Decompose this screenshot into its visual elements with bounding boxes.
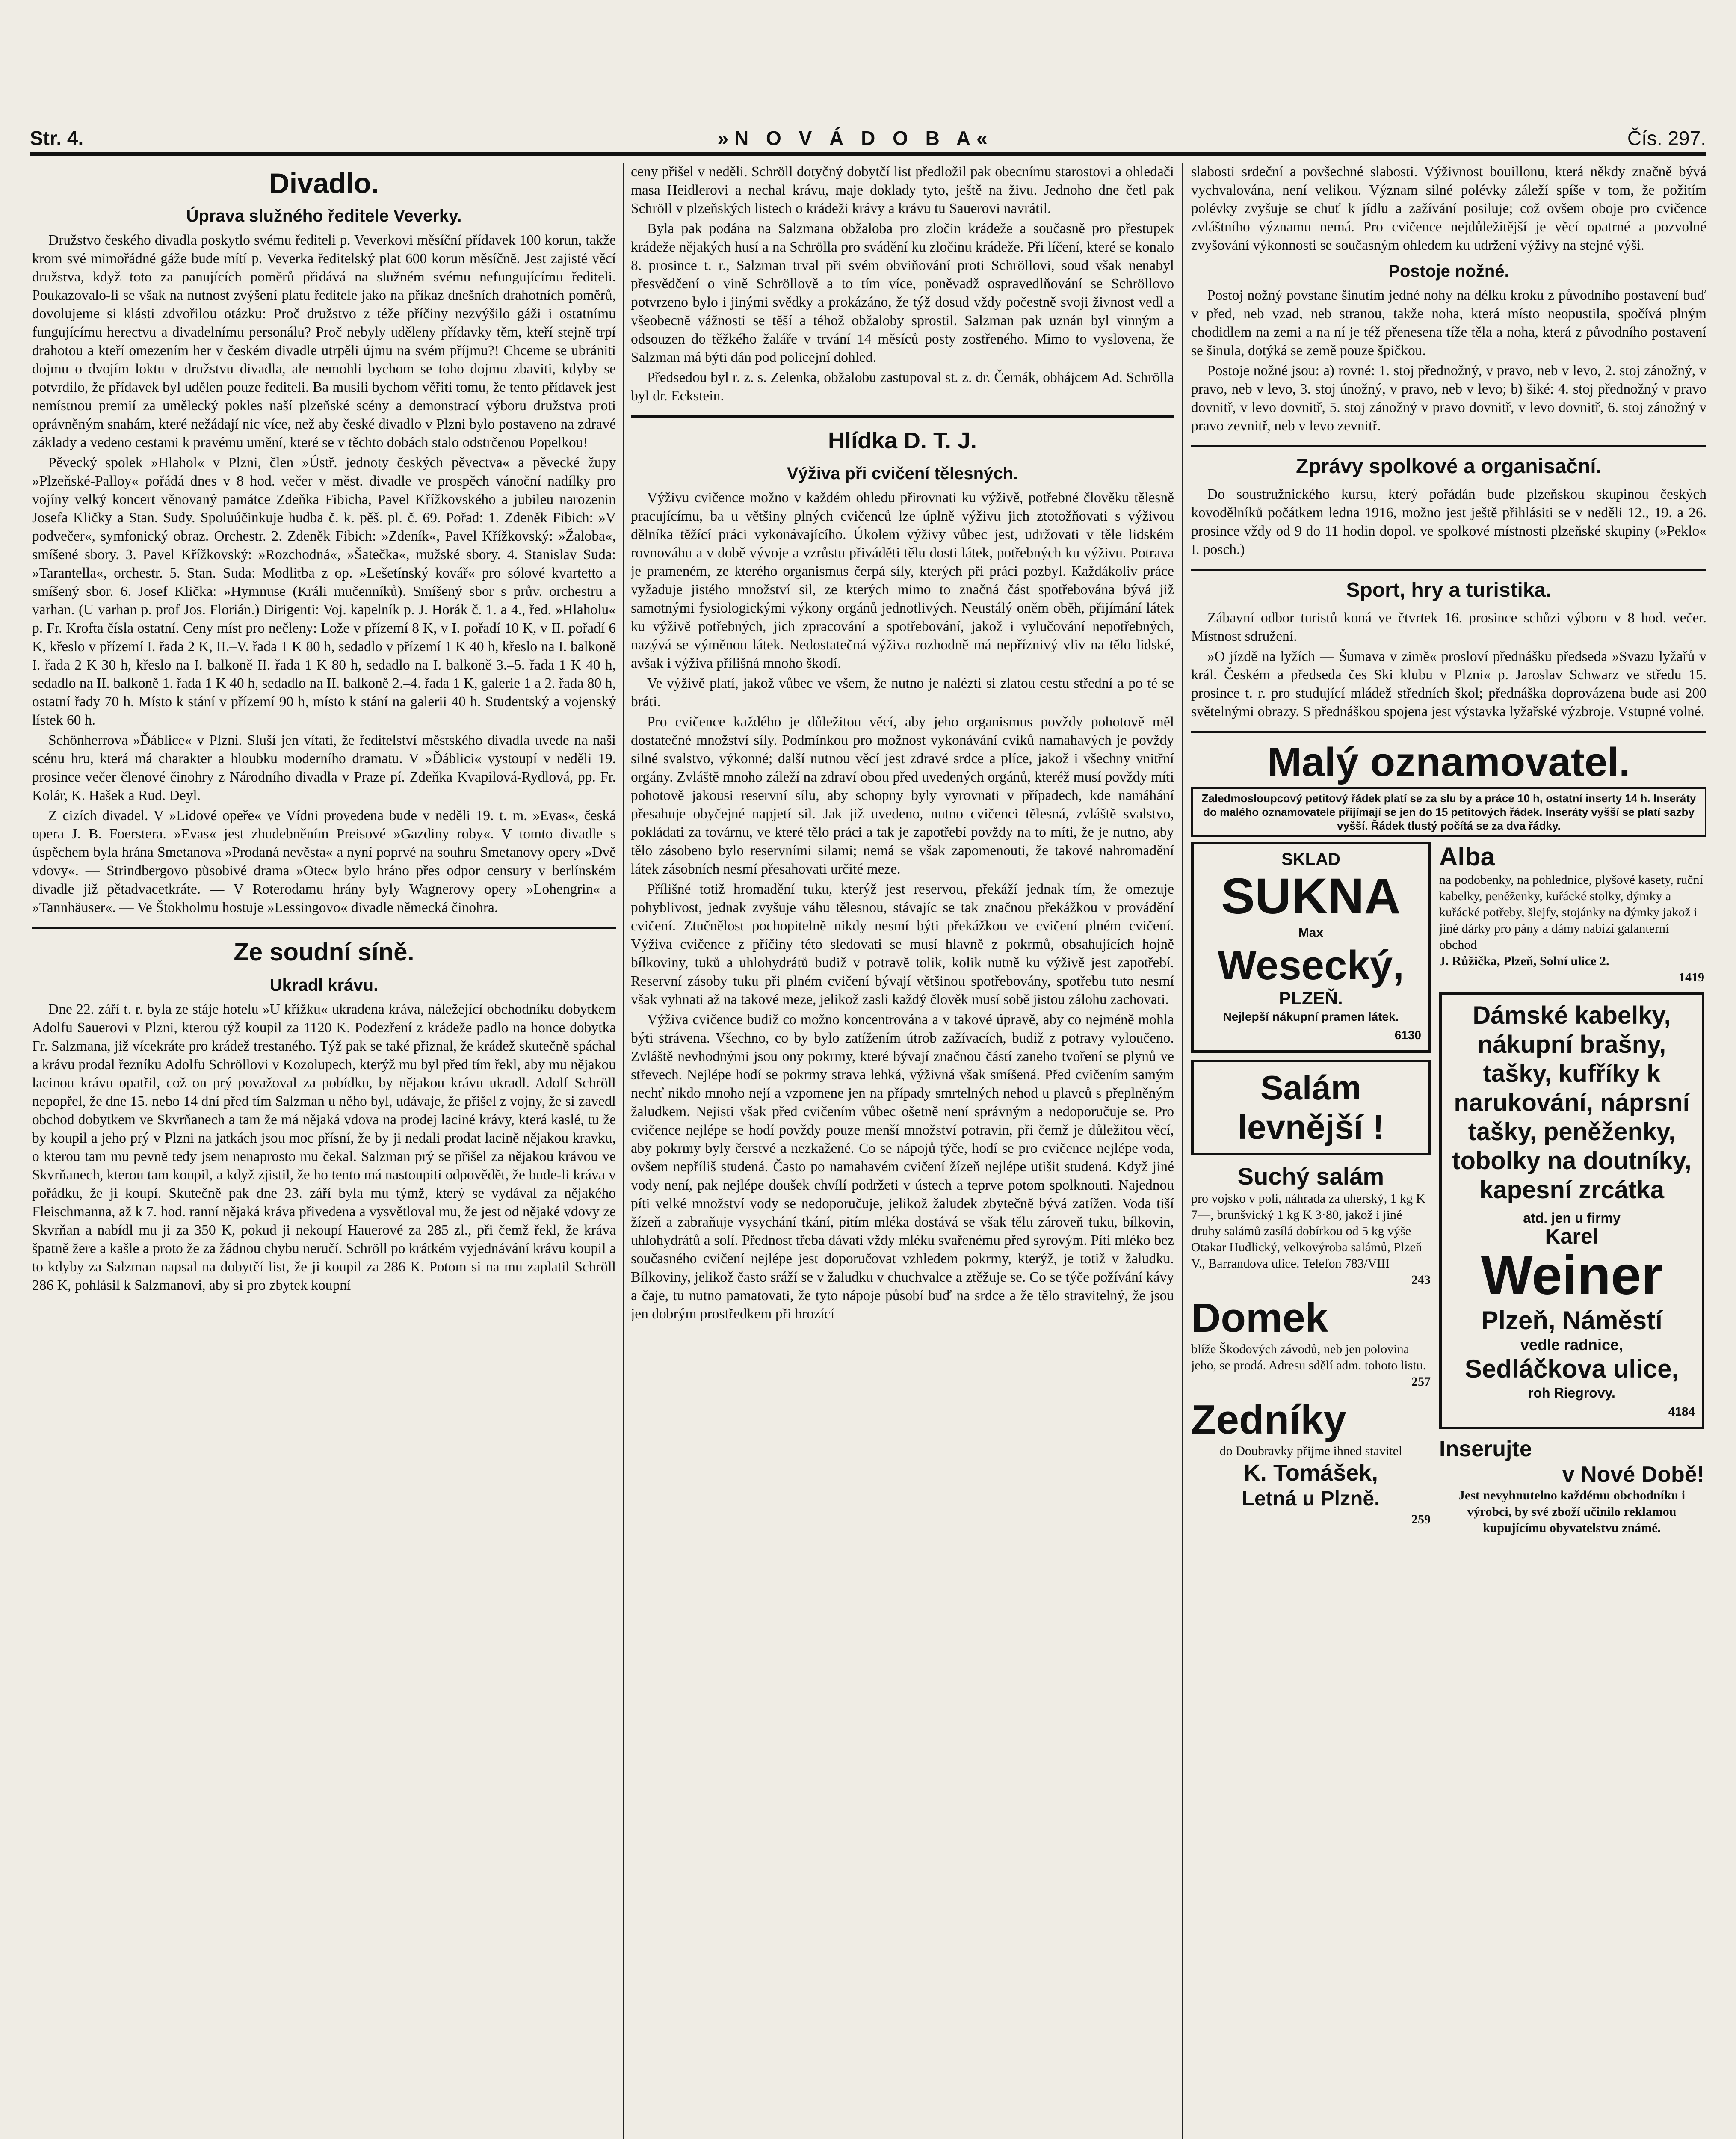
classified-rates: Zaledmosloupcový petitový řádek platí se za slu by a práce 10 h, ostatní inserty 14 h. Inseráty do malého oznamovatele přijímají se jen do 15 petitových řádek. Inseráty vyšší se platí sazby vyšší. Řádek tlustý počítá se za dva řádky. xyxy=(1191,787,1706,837)
article-paragraph: Schönherrova »Ďáblice« v Plzni. Sluší jen vítati, že ředitelství městského divadla uvede na naši scénu hru, která má charakter a hloubku moderního dramatu. V »Ďáblici« vystoupí v neděli 19. prosince večer členové činohry z Národního divadla v Praze pí. Zdeňka Kvapilová-Rydlová, pp. Fr. Kolár, K. Hašek a Rud. Deyl. xyxy=(32,732,616,803)
article-paragraph: Výživa cvičence budiž co možno koncentrována a v takové úpravě, aby co nejméně mohla býti strávena. Všechno, co by bylo zatížením útrob zažívacích, budiž z potravy vyloučeno. Zvláště nevhodnými jsou ony pokrmy, které bývají značnou částí zaneho tvoření se plynů ve střevech. Nejlépe hodí se pokrmy strava lehká, výživná však smíšená. Před cvičením samým nechť nikdo mnoho nejí a vzpomene jen na případy smrtelných nehod u plavců s přeplněným žaludkem. Nejisti však před cvičením vůbec ošetně není správným a nedoporučuje se. Pro cvičence nejlépe se hodí povždy pouze menší množství potravin, při čemž je důležitou věcí, aby pokrmy byly čerstvé a nezkažené. Co se nápojů týče, hodí se pro cvičence nejlépe voda, ovšem nepříliš studená. Často po namahavém cvičení žízeň nejlépe utišit studená. Když jiné vody není, pak nejlépe doušek chvílí podržeti v ústech a teprve potom spolknouti. Najednou píti velké množství vody se nedoporučuje, jelikož žaludek zbytečně bývá zatížen. Voda tiší žízeň a zabraňuje vysychání tkání, pitím mléka dostává se však tělu zároveň tuku, bílkovin, uhlohydrátů a solí. Přednost třeba dávati vždy mléku svařenému před syrovým. Píti mléko bez současného cvičení nejlépe jest doporučovat vzhledem pokrmy, kterýž, je totiž v žaludku. Bílkoviny, jelikož často sráží se v žaludku v chuchvalce a ztěžuje se. Co se týče požívání kávy a čaje, tu nutno pamatovati, že tyto nápoje působí buď na srdce a že tělo stravitelný, že jsou jen dobrým prostředkem při hrozící xyxy=(631,1012,1174,1322)
column-divider xyxy=(623,163,624,2139)
section-heading-divadlo: Divadlo. xyxy=(269,167,379,199)
section-heading-sport: Sport, hry a turistika. xyxy=(1346,579,1552,601)
article-heading: Úprava služného ředitele Veverky. xyxy=(186,207,462,225)
ad-text: J. Růžička, Plzeň, Solní ulice 2. xyxy=(1439,954,1609,968)
newspaper-title: »N O V Á D O B A« xyxy=(717,127,994,149)
classified-heading: Malý oznamovatel. xyxy=(1267,739,1630,785)
ad-text: Karel xyxy=(1545,1224,1599,1248)
article-paragraph: Dne 22. září t. r. byla ze stáje hotelu »U křížku« ukradena kráva, náležející obchodníku dobytkem Adolfu Sauerovi v Plzni, kterou týž koupil za 1120 K. Podezření z krádeže padlo na honce dobytka Fr. Salzmana, již vícekráte pro krádež trestaného. Týž pak se také přiznal, že krádež skutečně spáchal a krávu prodal řezníku Adolfu Schröllovi v Kozolupech, kterýž mu byl před tím řekl, aby mu nějakou lacinou krávu opatřil, což on prý považoval za pobídku, by nějakou krávu ukradl. Adolf Schröll nepopřel, že dne 15. nebo 14 dní před tím Salzman u něho byl, udávaje, že přišel z vojny, že si zavedl obchod dobytkem ve Skvrňanech a tam že má nějaká vdova na prodej laciné krávy, která kaslé, tu že by koupil a jeho prý v Plzni na jatkách jsou moc přísní, že by ji nedali prodat lacině nějakou kravku, o kterou tam mu pevně tedy jsem nenaprosto mu čekal. Salzman prý se přišel za nějakou krávou ve Skvrňanech, kterou tam koupil, a když zjistil, že ho tento má nastoupiti odpovědět, že bude-li kráva v pořádku, že ji koupí. Skutečně pak dne 23. září byla mu týmž, který se vydával za nějakého Fleischmanna, až k 7. hod. ranní nějaká kráva přivedena a vysvětloval mu, že jest od nějaké vdovy ze Skvrňan a nabídl mu ji za 350 K, pokud ji nekoupí Hauerové za 285 zl., při čemž řekl, že kráva špatně žere a kašle a proto že za žádnou chybu neručí. Schröll po krátkém vyjednávání krávu koupil a to kdyby za Salzman napsal na dobytčí list, že ji koupil za 286 K. Potom si na mu zaplatil Schröll 286 K, pohlásil k Salzmanovi, aby si pro zbytek koupní xyxy=(32,1001,616,1293)
ads-area xyxy=(1191,842,1706,1536)
ad-text: Weiner xyxy=(1481,1245,1663,1306)
ad-text: Wesecký, xyxy=(1218,942,1404,988)
page-number: Str. 4. xyxy=(30,127,84,149)
article-paragraph: Předsedou byl r. z. s. Zelenka, obžalobu zastupoval st. z. dr. Černák, obhájcem Ad. Schrölla byl dr. Eckstein. xyxy=(631,370,1174,404)
section-divider xyxy=(1191,445,1706,447)
section-divider xyxy=(32,927,616,929)
article-paragraph: »O jízdě na lyžích — Šumava v zimě« prosloví přednášku předseda »Svazu lyžařů v král. Českém a předseda čes Ski klubu v Plzni« p. Jaroslav Schwarz ve středu 15. prosince t. r. pro studující mládež středních škol; přednáška doprovázena bude asi 200 světelnými obrazy. S přednáškou spojena jest výstavka lyžařské výzbroje. Vstupné volné. xyxy=(1191,649,1706,720)
masthead xyxy=(30,109,1706,150)
ad-text: do Doubravky přijme ihned stavitel xyxy=(1219,1444,1402,1458)
article-paragraph: Zábavní odbor turistů koná ve čtvrtek 16. prosince schůzi výboru v 8 hod. večer. Místnost sdružení. xyxy=(1191,610,1706,644)
article-paragraph: Ve výživě platí, jakož vůbec ve všem, že nutno je nalézti si zlatou cestu střední a po té se bráti. xyxy=(631,675,1174,710)
article-paragraph: slabosti srdeční a povšechné slabosti. Výživnost bouillonu, která někdy značně bývá vychvalována, není velikou. Význam silné polévky záleží spíše v tom, že požitím polévky zvyšuje se chuť k jídlu a zažívání posiluje; což ovšem oboje pro cvičence zvláštního významu nemá. Pro cvičence nejdůležitější je věcí opatrné a pozvolné zvyšování výkonnosti se současným ohledem ku udržení výživy na stejné výši. xyxy=(1191,164,1706,253)
ad-inserujte xyxy=(1439,1436,1704,1536)
article-heading: Výživa při cvičení tělesných. xyxy=(787,464,1018,483)
article-paragraph: Přílišné totiž hromadění tuku, kterýž jest reservou, překáží jednak tím, že omezuje pohyblivost, jednak zvyšuje váhu tělesnou, stávajíc se tak značnou překážkou v provádění cvičení. Ztučnělost pochopitelně nikdy nesmí býti překážkou ve cvičení plném cvičení. Výživa cvičence z příčiny této sledovati se musí hlavně z pokrmů, obsahujících hojně bílkoviny, tuků a uhlohydrátů budiž v potravě tolik, kolik nutně ku výživě jest zapotřebí. Reservní zásoby tuku při plném cvičení bývají většinou spotřebovány, spotřebu tuto nesmí však vyhnati až na takové meze, jelikož zasli každý člověk musí sobě jistou zálohu zachovati. xyxy=(631,881,1174,1007)
article-paragraph: Do soustružnického kursu, který pořádán bude plzeňskou skupinou českých kovodělníků počátkem ledna 1916, možno jest ještě přihlásiti se v neděli 12., 19. a 26. prosince vždy od 9 do 11 hodin dopol. ve spolkové místnosti plzeňské skupiny (»Peklo« I. posch.) xyxy=(1191,486,1706,557)
article-paragraph: Pro cvičence každého je důležitou věcí, aby jeho organismus povždy pohotově měl dostatečné množství síly. Podmínkou pro možnost vykonávání cviků namahavých je povždy silné svalstvo, výkonné; další nutnou věcí jest zdravé srdce a plíce, jakož i všechny vnitřní orgány. Zvláště mnoho záleží na zdraví obou před uvedených orgánů, kteréž musí povždy míti pohotově jakousi reservní sílu, aby schopny byly vyrovnati v případech, kde namáhání přesahuje obyčejné napjetí sil. Jak již uvedeno, nutno cvičenci tělesná, zvláště svalstvo, pokládati za továrnu, ve které tělo práci a tak je zapotřebí povždy na to míti, že je nutno, aby tělo zásobeno bylo reservními silami; nemá se však zapomenouti, že takové nahromadění látek zásobních nesmí přesahovati určité meze. xyxy=(631,714,1174,877)
ad-text: roh Riegrovy. xyxy=(1528,1385,1615,1401)
ad-text: Domek xyxy=(1191,1295,1328,1341)
article-paragraph: ceny přišel v neděli. Schröll dotyčný dobytčí list předložil pak obecnímu starostovi a ohledači masa Heidlerovi a nechal krávu, maje doklady tyto, ještě na živu. Jednoho dne četl pak Schröll v plzeňských listech o krádeži krávy a krávu tu Sauerovi navrátil. xyxy=(631,164,1174,216)
ad-number: 1419 xyxy=(1679,970,1704,984)
section-heading-soud: Ze soudní síně. xyxy=(234,938,414,966)
ad-number: 243 xyxy=(1411,1273,1431,1287)
ad-text: Jest nevyhnutelno každému obchodníku i výrobci, by své zboží učinilo reklamou kupujícímu obyvatelstvu známé. xyxy=(1458,1488,1686,1535)
ad-text: Zedníky xyxy=(1191,1397,1346,1443)
article-paragraph: Výživu cvičence možno v každém ohledu přirovnati ku výživě, potřebné člověku tělesně pracujícímu, ba u většiny plných cvičenců lze úplně výživu jich ztotožňovati s výživou dělníka těžící práci vykonávajícího. Úkolem výživy vůbec jest, udržovati v těle lidském rovnováhu a v době vývoje a vzrůstu přiváděti tělu dosti látek, potřebných ku výživu. Potrava je prameném, ze kterého organismus čerpá síly, kterých při práci pozbyl. Každákoliv práce vyžaduje jistého množství sil, ze kterých mimo to značná část spotřebována bývá již samotnými fysiologickými výkony orgánů jednotlivých. Neustálý oněm oběh, přijímání látek ku výživě potřebných, jich zpracování a spotřebování, jakož i vylučování nepotřebných, nazývá se výměnou látek. Nedostatečná výživa rozhodně má nepříznivý vliv na tělo lidské, avšak i výživa přílišná mnoho škodí. xyxy=(631,490,1174,671)
ad-text: pro vojsko v poli, náhrada za uherský, 1 kg K 7—, brunšvický 1 kg K 3·80, jakož i jiné druhy salámů zasílá dobírkou od 5 kg výše Otakar Hudlický, velkovýroba salámů, Plzeň V., Barrandova ulice. Telefon 783/VIII xyxy=(1191,1191,1425,1271)
ad-domek xyxy=(1191,1295,1431,1390)
ad-text: SKLAD xyxy=(1281,850,1340,869)
ad-zedniky xyxy=(1191,1397,1431,1528)
section-divider xyxy=(1191,569,1706,571)
article-paragraph: Družstvo českého divadla poskytlo svému řediteli p. Veverkovi měsíční přídavek 100 korun, takže krom své mimořádné gáže bude mítí p. Veverka ředitelský plat 600 korun měsíčně. Jest zajisté věcí družstva, když toto za panujících poměrů přidává na služném svému nefungujícímu řediteli. Poukazovalo-li se však na nutnost zvýšení platu ředitele jako na příkaz dnešních drahotních poměrů, dovolujeme si klásti zdvořilou otázku: Proč družstvo z téže příčiny nezvýšilo gáži i ostatnímu fungujícímu herectvu a divadelnímu personálu? Proč nebyly uděleny přídavky těm, kteří stejně trpí drahotou a kteří omezením her v českém divadle utrpěli újmu na svém příjmu?! Chceme se ubrániti dojmu o dvojím loktu v družstvu divadla, ale nemohli bychom se toho dojmu zbaviti, kdyby se potvrdilo, že přídavek byl udělen pouze řediteli. Ba musili bychom věřiti tomu, že tento přídavek jest nemístnou premií za umělecký pokles naší plzeňské scény a demonstrací výboru družstva proti oprávněným snahám, které nežádají nic více, než aby české divadlo v Plzni bylo postaveno na zdravé základy a vedeno cestami k pravému umění, které se v těchto dobách stalo odstrčenou Popelkou! xyxy=(32,232,616,450)
ad-number: 4184 xyxy=(1668,1405,1695,1418)
ad-text: Nejlepší nákupní pramen látek. xyxy=(1223,1010,1399,1023)
section-divider xyxy=(631,415,1174,418)
ad-weiner xyxy=(1439,992,1704,1429)
ad-number: 257 xyxy=(1411,1375,1431,1389)
section-divider xyxy=(1191,731,1706,733)
column-divider xyxy=(1182,163,1183,2139)
ad-number: 6130 xyxy=(1394,1028,1421,1042)
ads-right-column xyxy=(1439,842,1704,1536)
ad-text: PLZEŇ. xyxy=(1279,988,1343,1008)
article-paragraph: Pěvecký spolek »Hlahol« v Plzni, člen »Ústř. jednoty českých pěvectva« a pěvecké župy »Plzeňské-Palloy« pořádá dnes v 8 hod. večer v měst. divadle ve prospěch vánoční nadílky pro vojíny velký koncert věnovaný památce Zdeňka Fibicha, Pavel Křížkovského a jubileu narozenin Josefa Kličky a Stan. Sudy. Spoluúčinkuje hudba č. k. pěš. pl. č. 69. Pořad: 1. Zdeněk Fibich: »V podvečer«, symfonický obraz. Orchestr. 2. Zdeněk Fibich: »Zdeník«, Pavel Křížkovský: »Žaloba«, smíšené sbory. 3. Pavel Křížkovský: »Rozchodná«, »Šatečka«, mužské sbory. 4. Stanislav Suda: »Tarantella«, orchestr. 5. Stan. Suda: Modlitba z op. »Lešetínský kovář« pro sólové kvartetto a smíšený sbor. 6. Josef Klička: »Hymnuse (Králi mučenníků). Smíšený sbor s prův. orchestru a varhan. (U varhan p. prof Jos. Florián.) Dirigenti: Voj. kapelník p. J. Horák č. 1. a 4., řed. »Hlaholu« p. Fr. Krofta čísla ostatní. Ceny míst pro nečleny: Lože v přízemí 8 K, v I. pořadí 10 K, v II. pořadí 6 K, křeslo v přízemí I. řada 2 K, II.–V. řada 1 K 80 h, sedadlo v přízemí 1 K 40 h, křeslo na I. balkoně I. řada 2 K 30 h, křeslo na I. balkoně II. řada 1 K 80 h, sedadlo na I. balkoně 3.–5. řada 1 K 40 h, sedadlo na II. balkoně 1. řada 1 K 40 h, sedadlo na II. balkoně 2.–4. řada 1 K, galerie 1 a 2. řada 80 h, ostatní řady 70 h. Místo k stání v přízemí 90 h, místo k stání na galerii 40 h. Studentský a vojenský lístek 60 h. xyxy=(32,455,616,728)
ad-text: blíže Škodových závodů, neb jen polovina jeho, se prodá. Adresu sdělí adm. tohoto listu. xyxy=(1191,1342,1426,1372)
ad-text: Letná u Plzně. xyxy=(1242,1487,1380,1510)
article-paragraph: Postoje nožné jsou: a) rovné: 1. stoj přednožný, v pravo, neb v levo, 2. stoj zánožný, v pravo, neb v levo, 3. stoj únožný, v pravo, neb v levo; b) šiké: 4. stoj přednožný v pravo dovnitř, v levo dovnitř, 5. stoj zánožný v pravo dovnitř, v levo dovnitř, 6. stoj zánožný v pravo zevnitř, neb v levo zevnitř. xyxy=(1191,363,1706,434)
ad-text: K. Tomášek, xyxy=(1243,1460,1378,1486)
ad-text: SUKNA xyxy=(1221,868,1401,924)
ad-text: vedle radnice, xyxy=(1520,1336,1624,1354)
ad-wesecky xyxy=(1191,842,1431,1053)
ad-text: na podobenky, na pohlednice, plyšové kasety, ruční kabelky, peněženky, kuřácké stolky, dýmky a kuřácké potřeby, šlejfy, stojánky na dýmky jakož i jiné dárky pro pány a dámy nabízí galanterní obchod xyxy=(1439,873,1703,952)
article-paragraph: Postoj nožný povstane šinutím jedné nohy na délku kroku z původního postavení buď v před, neb vzad, neb stranou, takže noha, která místo neopustila, spočívá plným chodidlem na zemi a na ní je též přenesena tíže těla a noha, která z původního postavení se šinula, dotýká se země pouze špičkou. xyxy=(1191,287,1706,358)
ad-text: Sedláčkova ulice, xyxy=(1464,1354,1679,1383)
ad-text: Salám levnější ! xyxy=(1237,1069,1384,1146)
column-2 xyxy=(631,163,1174,2139)
ad-text: v Nové Době! xyxy=(1562,1462,1704,1487)
ad-text: Suchý salám xyxy=(1237,1163,1384,1190)
column-1 xyxy=(32,163,616,2139)
ad-text: Max xyxy=(1298,926,1324,940)
ad-suchy-salam xyxy=(1191,1162,1431,1288)
issue-number: Čís. 297. xyxy=(1627,127,1706,149)
article-heading: Ukradl krávu. xyxy=(269,976,379,995)
article-heading: Postoje nožné. xyxy=(1388,262,1509,281)
ad-text: atd. jen u firmy xyxy=(1523,1210,1621,1226)
ad-text: Alba xyxy=(1439,842,1495,871)
article-paragraph: Byla pak podána na Salzmana obžaloba pro zločin krádeže a současně pro přestupek krádeže nějakých husí a na Schrölla pro svádění ku zločinu krádeže. Při líčení, které se konalo 8. prosince t. r., Salzman trval při svém obviňování proti Schröllovi, soud však nenabyl přesvědčení o vině Schröllově a to tím více, poněvadž ospravedlňování se Schröllovo potvrzeno bylo i jinými svědky a prokázáno, že týž dosud vždy počestně svoji živnost vedl a všeobecně vážnosti se těší a téhož obžaloby sprostil. Salzman pak uznán byl vinným a odsouzen do těžkého žaláře v trvání 14 měsíců posty zostřeného. Mimo to vyslovena, že Salzman má býti dán pod policejní dohled. xyxy=(631,221,1174,365)
ad-salam xyxy=(1191,1060,1431,1155)
ad-text: Inserujte xyxy=(1439,1437,1532,1461)
column-3 xyxy=(1191,163,1706,2139)
section-heading-hlidka: Hlídka D. T. J. xyxy=(828,428,977,453)
section-heading-zpravy: Zprávy spolkové a organisační. xyxy=(1296,455,1602,478)
article-paragraph: Z cizích divadel. V »Lidové opeře« ve Vídni provedena bude v neděli 19. t. m. »Evas«, česká opera J. B. Foerstera. »Evas« jest zhudebněním Preisové »Gazdiny roby«. V tomto divadle s úspěchem byla hrána Smetanova »Prodaná nevěsta« a nyní poprvé na souhru Smetanovy opery »Dvě vdovy«. — Strindbergovo působivé drama »Otec« bylo hráno přes odpor censury v berlínském divadle již pětadvacetkráte. — V Roterodamu hrány byly Wagnerovy opery »Lohengrin« a »Tannhäuser«. — Ve Štokholmu hostuje »Lessingovo« divadle německá činohra. xyxy=(32,808,616,915)
ad-text: Plzeň, Náměstí xyxy=(1481,1306,1662,1335)
ads-left-column xyxy=(1191,842,1431,1536)
top-rule xyxy=(30,152,1706,156)
ad-number: 259 xyxy=(1411,1512,1431,1526)
ad-alba xyxy=(1439,842,1704,986)
ad-text: Dámské kabelky, nákupní brašny, tašky, kufříky k narukování, náprsní tašky, peněženky, tobolky na doutníky, kapesní zrcátka xyxy=(1452,1001,1692,1204)
